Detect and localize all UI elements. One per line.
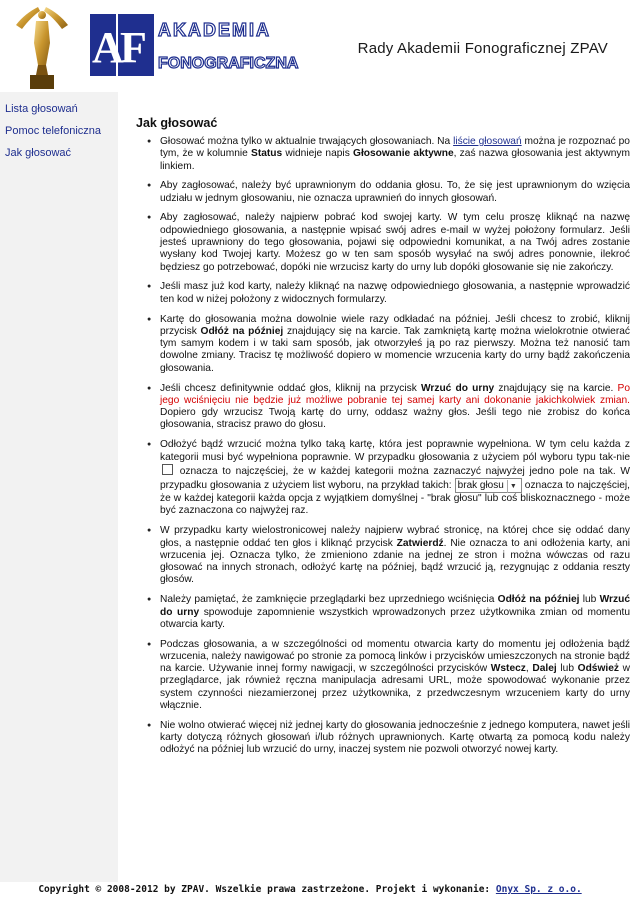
example-checkbox[interactable]	[162, 464, 173, 475]
list-item: ● Jeśli masz już kod karty, należy kliknąć na nazwę odpowiedniego głosowania, a następnie wprowadzić ten kod w niżej położony z widocznych formularzy.	[160, 281, 630, 306]
svg-text:AKADEMIA: AKADEMIA	[158, 20, 271, 40]
voting-list-link[interactable]: liście głosowań	[453, 136, 522, 147]
footer	[0, 882, 620, 897]
list-item: ● Odłożyć bądź wrzucić można tylko taką kartę, która jest poprawnie wypełniona. W tym celu każda z kategorii musi być wypełniona poprawnie. W przypadku głosowania z użyciem pól wyboru typu tak-nie oznacza to najczęściej, że w każdej kategorii można zaznaczyć najwyżej jedno pole na tak. W przypadku głosowania z użyciem list wyboru, na przykład takich: brak głosu ▼ oznacza to najczęściej, że w każdej kategorii każda opcja z wyjątkiem domyślnej - "brak głosu" lub coś bliskoznacznego - może być zaznaczona co najwyżej raz.	[160, 439, 630, 517]
list-item: ● Podczas głosowania, a w szczególności od momentu otwarcia karty do momentu jej odłożenia bądź wrzucenia, należy nawigować po stronie za pomocą linków i przycisków umieszczonych na stronie bądź na karcie. Używanie innej formy nawigacji, w szczególności przycisków Wstecz, Dalej lub Odśwież w przeglądarce, jak również ręczna manipulacja adresami URL, może spowodować wykonanie przez system czynności niezamierzonej przez użytkownika, z przedwczesnym wrzuceniem karty do urny włącznie.	[160, 639, 630, 713]
list-item: ● Należy pamiętać, że zamknięcie przeglądarki bez uprzedniego wciśnięcia Odłóż na później lub Wrzuć do urny spowoduje zapomnienie wszystkich wprowadzonych przez użytkownika zmian od momentu otwarcia karty.	[160, 594, 630, 631]
svg-text:FONOGRAFICZNA: FONOGRAFICZNA	[158, 55, 299, 72]
sidebar-item-jak-glosowac[interactable]: Jak głosować	[5, 147, 72, 159]
statue-logo-icon	[12, 3, 72, 91]
akademia-fonograficzna-logo	[90, 14, 299, 76]
list-item: ● Aby zagłosować, należy najpierw pobrać kod swojej karty. W tym celu proszę kliknąć na nazwę odpowiedniego głosowania, a następnie wpisać swój adres e-mail w wyżej położony formularz. Jeśli jesteś uprawniony do tego głosowania, pojawi się odpowiedni komunikat, a na Twój adres zostanie wysłany kod Twojej karty. Możesz go w ten sam sposób wysyłać na swój adres ponownie, ilekroć będziesz go potrzebować, dopóki nie wrzucisz karty do urny lub dopóki głosowanie się nie zakończy.	[160, 212, 630, 273]
sidebar-item-lista-glosowan[interactable]: Lista głosowań	[5, 103, 78, 115]
header	[0, 0, 620, 92]
svg-text:A: A	[92, 23, 124, 72]
svg-text:F: F	[120, 23, 147, 72]
page-title: Jak głosować	[136, 116, 218, 130]
example-select[interactable]: brak głosu ▼	[455, 478, 522, 493]
instructions-list	[136, 136, 630, 764]
sidebar-item-pomoc-telefoniczna[interactable]: Pomoc telefoniczna	[5, 125, 101, 137]
onyx-link[interactable]: Onyx Sp. z o.o.	[495, 884, 582, 895]
sidebar	[0, 92, 118, 882]
list-item-warning: ● Nie wolno otwierać więcej niż jednej karty do głosowania jednocześnie z jednego komputera, nawet jeśli karty dotyczą różnych głosowań i/lub różnych uprawnionych. Kartę otwartą za pomocą kodu należy odłożyć na później lub wrzucić do urny, inaczej system nie pozwoli otworzyć nowej karty.	[160, 720, 630, 757]
list-item: ● Jeśli chcesz definitywnie oddać głos, kliknij na przycisk Wrzuć do urny znajdujący się na karcie. Po jego wciśnięciu nie będzie już możliwe pobranie tej samej karty ani dokonanie jakichkolwiek zmian. Dopiero gdy wrzucisz Twoją kartę do urny, oddasz ważny głos. Jeśli tego nie zrobisz do końca głosowania, stracisz prawo do głosu.	[160, 383, 630, 432]
list-item: ● Aby zagłosować, należy być uprawnionym do oddania głosu. To, że się jest uprawnionym do wzięcia udziału w jednym głosowaniu, nie oznacza uprawnień do innych głosowań.	[160, 180, 630, 205]
list-item: ● Kartę do głosowania można dowolnie wiele razy odkładać na później. Jeśli chcesz to zrobić, kliknij przycisk Odłóż na później znajdujący się na karcie. Tak zamkniętą kartę można wielokrotnie otwierać tym samym kodem i w taki sam sposób, jak otworzyłeś ją po raz pierwszy. Można też nanosić tam dowolne zmiany. Tracisz tę możliwość dopiero w momencie wrzucenia karty do urny bądź zakończenia głosowania.	[160, 314, 630, 375]
chevron-down-icon: ▼	[507, 480, 519, 493]
list-item: ● W przypadku karty wielostronicowej należy najpierw wybrać stronicę, na której chce się oddać dany głos, a następnie oddać ten głos i kliknąć przycisk Zatwierdź. Nie oznacza to ani odłożenia karty, ani wrzucenia jej. Oznacza tylko, że zmieniono zdanie na jednej ze stron i można wówczas od razu głosować na innych stronach, odłożyć kartę na później, bądź wrzucić ją, rezygnując z oddania reszty głosów.	[160, 525, 630, 586]
site-title: Rady Akademii Fonograficznej ZPAV	[357, 40, 608, 57]
copyright-text: Copyright © 2008-2012 by ZPAV. Wszelkie prawa zastrzeżone. Projekt i wykonanie:	[38, 884, 496, 895]
warning-text: Po jego wciśnięciu nie będzie już możliwe pobranie tej samej karty ani dokonanie jakichkolwiek zmian.	[160, 382, 630, 406]
list-item: ● Głosować można tylko w aktualnie trwających głosowaniach. Na liście głosowań można je rozpoznać po tym, że w kolumnie Status widnieje napis Głosowanie aktywne, zaś nazwa głosowania jest aktywnym linkiem.	[160, 136, 630, 173]
main-content	[118, 92, 630, 882]
